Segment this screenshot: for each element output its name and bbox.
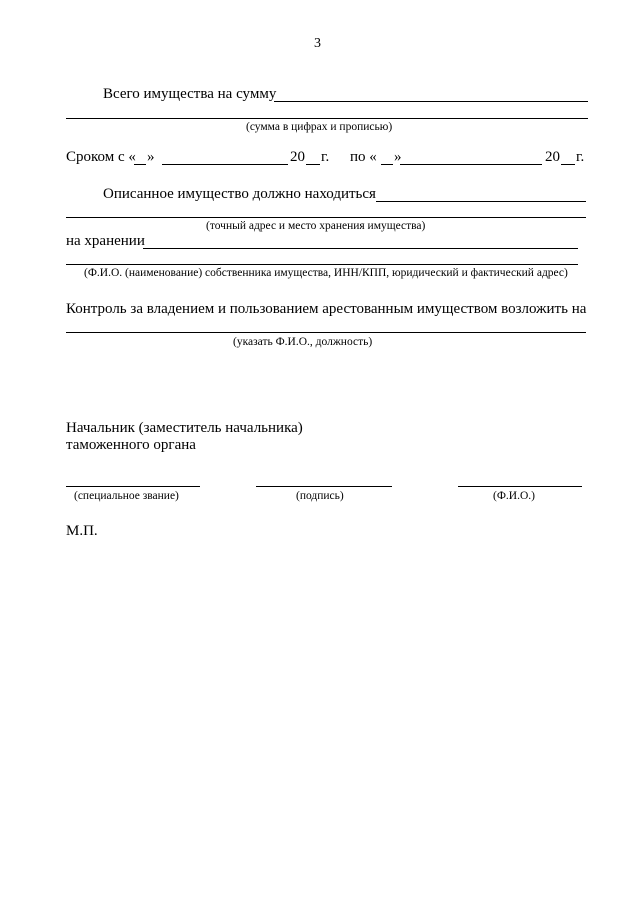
storage-field-continuation[interactable] bbox=[66, 264, 578, 265]
signatory-title-line2: таможенного органа bbox=[66, 437, 196, 453]
term-from-year-suffix: г. bbox=[321, 149, 330, 165]
control-caption: (указать Ф.И.О., должность) bbox=[233, 336, 373, 348]
term-from-year-prefix: 20 bbox=[290, 149, 305, 165]
term-to-year-field[interactable] bbox=[561, 164, 575, 165]
control-text: Контроль за владением и пользованием арестованным имуществом возложить на bbox=[66, 301, 587, 317]
signatory-title-line1: Начальник (заместитель начальника) bbox=[66, 420, 303, 436]
term-from-quote-close: » bbox=[147, 149, 155, 165]
term-from-day-field[interactable] bbox=[134, 164, 146, 165]
term-to-quote-close: » bbox=[394, 149, 402, 165]
location-field[interactable] bbox=[376, 201, 586, 202]
term-to-day-field[interactable] bbox=[381, 164, 393, 165]
property-sum-caption: (сумма в цифрах и прописью) bbox=[246, 121, 393, 133]
property-sum-field-continuation[interactable] bbox=[66, 118, 588, 119]
term-from-prefix: Сроком с « bbox=[66, 149, 136, 165]
property-sum-label: Всего имущества на сумму bbox=[103, 86, 277, 102]
term-from-month-field[interactable] bbox=[162, 164, 288, 165]
stamp-label: М.П. bbox=[66, 523, 98, 539]
storage-field[interactable] bbox=[143, 248, 578, 249]
name-caption: (Ф.И.О.) bbox=[493, 490, 535, 502]
signature-field[interactable] bbox=[256, 486, 392, 487]
storage-caption: (Ф.И.О. (наименование) собственника имущества, ИНН/КПП, юридический и фактический адрес) bbox=[84, 267, 568, 279]
signature-caption: (подпись) bbox=[296, 490, 344, 502]
location-label: Описанное имущество должно находиться bbox=[103, 186, 376, 202]
storage-label: на хранении bbox=[66, 233, 145, 249]
control-field[interactable] bbox=[66, 332, 586, 333]
location-field-continuation[interactable] bbox=[66, 217, 586, 218]
term-to-year-prefix: 20 bbox=[545, 149, 560, 165]
location-caption: (точный адрес и место хранения имущества) bbox=[206, 220, 426, 232]
property-sum-field[interactable] bbox=[274, 101, 588, 102]
term-to-year-suffix: г. bbox=[576, 149, 585, 165]
term-to-month-field[interactable] bbox=[400, 164, 542, 165]
name-field[interactable] bbox=[458, 486, 582, 487]
term-from-year-field[interactable] bbox=[306, 164, 320, 165]
rank-caption: (специальное звание) bbox=[74, 490, 179, 502]
page-number: 3 bbox=[314, 36, 321, 51]
rank-field[interactable] bbox=[66, 486, 200, 487]
term-to-label: по « bbox=[350, 149, 377, 165]
